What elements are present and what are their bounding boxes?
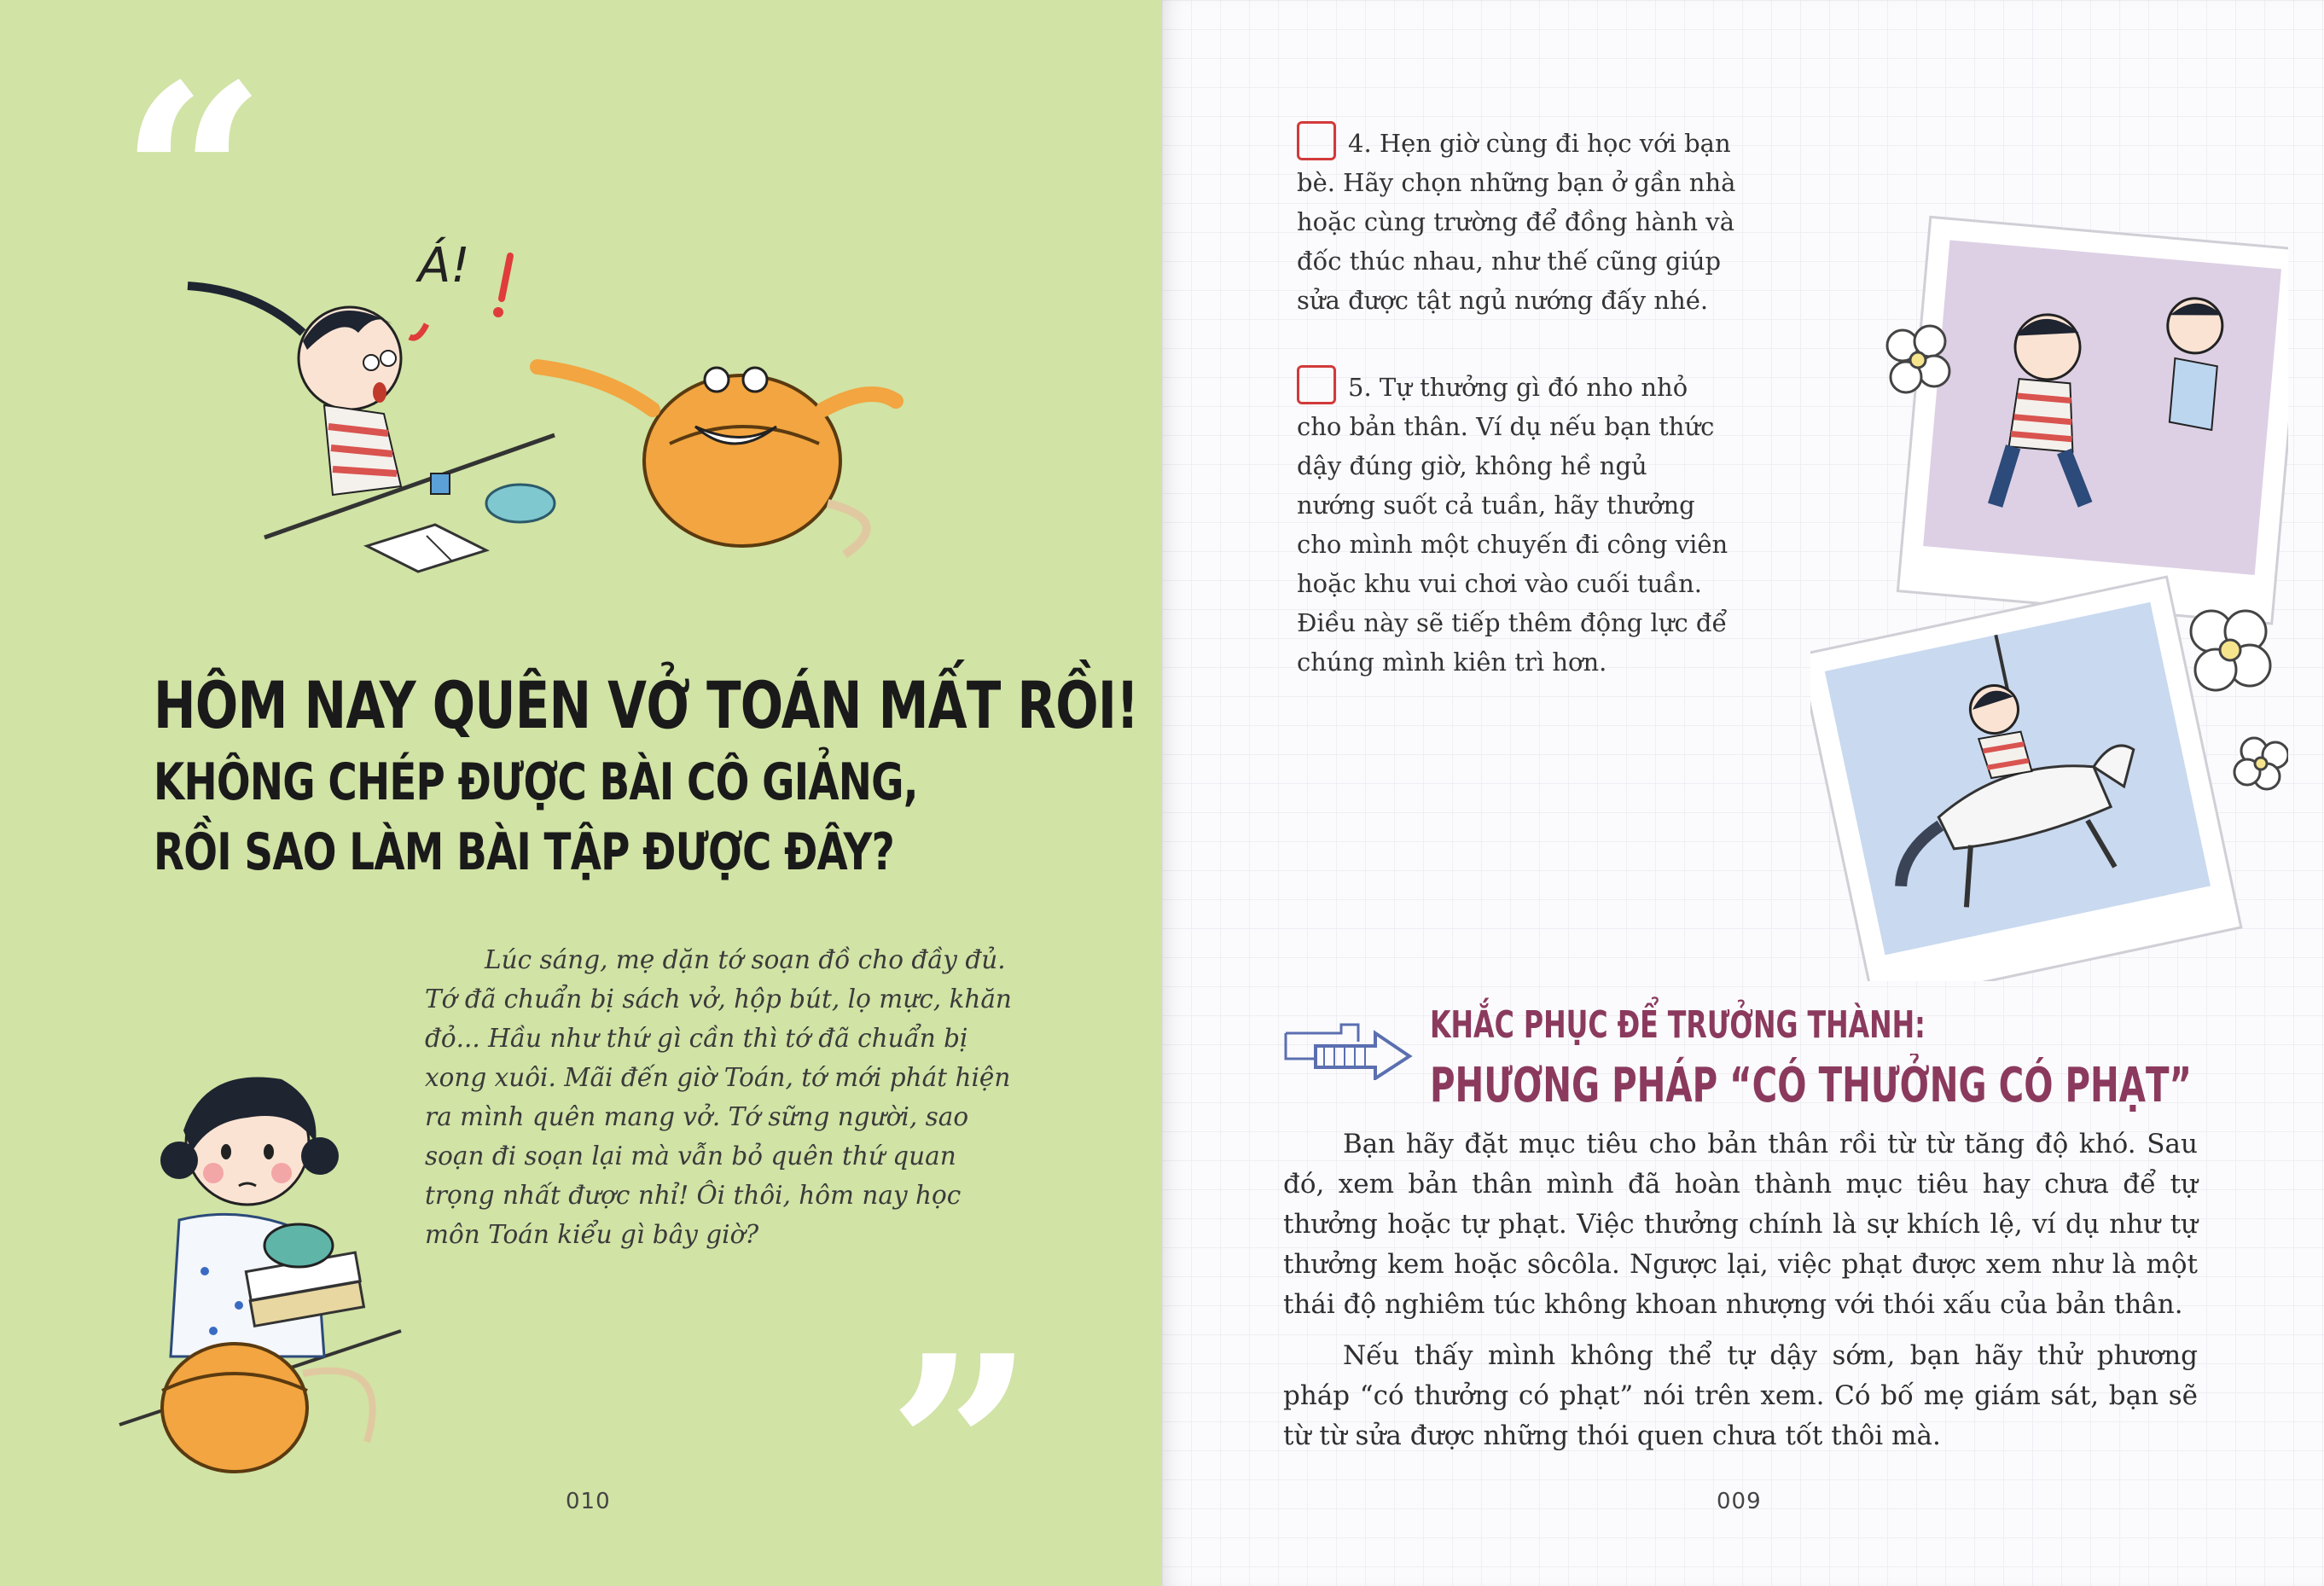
tip-4 <box>1297 121 1749 320</box>
heading-main: HÔM NAY QUÊN VỞ TOÁN MẤT RỒI! <box>154 667 1139 743</box>
checkbox-tip-4[interactable] <box>1297 121 1336 160</box>
illustration-polaroid-photos <box>1810 213 2288 981</box>
tip-4-text: 4. Hẹn giờ cùng đi học với bạn bè. Hãy chọn những bạn ở gần nhà hoặc cùng trường để đồng hành và đốc thúc nhau, như thế cũng giúp sửa được tật ngủ nướng đấy nhé. <box>1297 129 1736 315</box>
exclamation-text: Á! <box>418 238 470 293</box>
checkbox-tip-5[interactable] <box>1297 365 1336 404</box>
heading-sub-line-1: KHÔNG CHÉP ĐƯỢC BÀI CÔ GIẢNG, <box>154 752 918 812</box>
body-paragraph-1: Bạn hãy đặt mục tiêu cho bản thân rồi từ từ tăng độ khó. Sau đó, xem bản thân mình đã hoàn thành mục tiêu hay chưa để tự thưởng hoặc tự phạt. Việc thưởng chính là sự khích lệ, ví dụ như tự thưởng kem hoặc sôcôla. Ngược lại, việc phạt được xem như là một thái độ nghiêm túc không khoan nhượng với thói xấu của bản thân. <box>1283 1129 2198 1320</box>
body-paragraph-2: Nếu thấy mình không thể tự dậy sớm, bạn hãy thử phương pháp “có thưởng có phạt” nói trên xem. Có bố mẹ giám sát, bạn sẽ từ từ sửa được những thói quen chưa tốt thôi mà. <box>1283 1340 2198 1451</box>
tip-5-text: 5. Tự thưởng gì đó nho nhỏ cho bản thân. Ví dụ nếu bạn thức dậy đúng giờ, không hề ngủ nướng suốt cả tuần, hãy thưởng cho mình một chuyến đi công viên hoặc khu vui chơi vào cuối tuần. Điều này sẽ tiếp thêm động lực để chúng mình kiên trì hơn. <box>1297 373 1728 677</box>
right-page <box>1162 0 2324 1586</box>
page-number-right: 009 <box>1717 1489 1762 1514</box>
story-text: Lúc sáng, mẹ dặn tớ soạn đồ cho đầy đủ. Tớ đã chuẩn bị sách vở, hộp bút, lọ mực, khăn đỏ... Hầu như thứ gì cần thì tớ đã chuẩn bị xong xuôi. Mãi đến giờ Toán, tớ mới phát hiện ra mình quên mang vở. Tớ sững người, sao soạn đi soạn lại mà vẫn bỏ quên thứ quan trọng nhất được nhỉ! Ôi thôi, hôm nay học môn Toán kiểu gì bây giờ? <box>425 945 1012 1249</box>
illustration-girl-holding-books <box>111 1049 418 1493</box>
page-number-left: 010 <box>566 1489 611 1514</box>
closing-quote-mark: ” <box>887 1299 1035 1586</box>
heading-sub-line-2: RỒI SAO LÀM BÀI TẬP ĐƯỢC ĐÂY? <box>154 822 894 882</box>
section-kicker: KHẮC PHỤC ĐỂ TRƯỞNG THÀNH: <box>1430 1003 1926 1047</box>
tip-5 <box>1297 365 1732 682</box>
opening-quote-mark: “ <box>119 28 267 329</box>
illustration-girl-and-monster-backpack <box>162 230 913 606</box>
section-title: PHƯƠNG PHÁP “CÓ THƯỞNG CÓ PHẠT” <box>1430 1058 2193 1113</box>
arrow-icon <box>1281 1020 1418 1080</box>
